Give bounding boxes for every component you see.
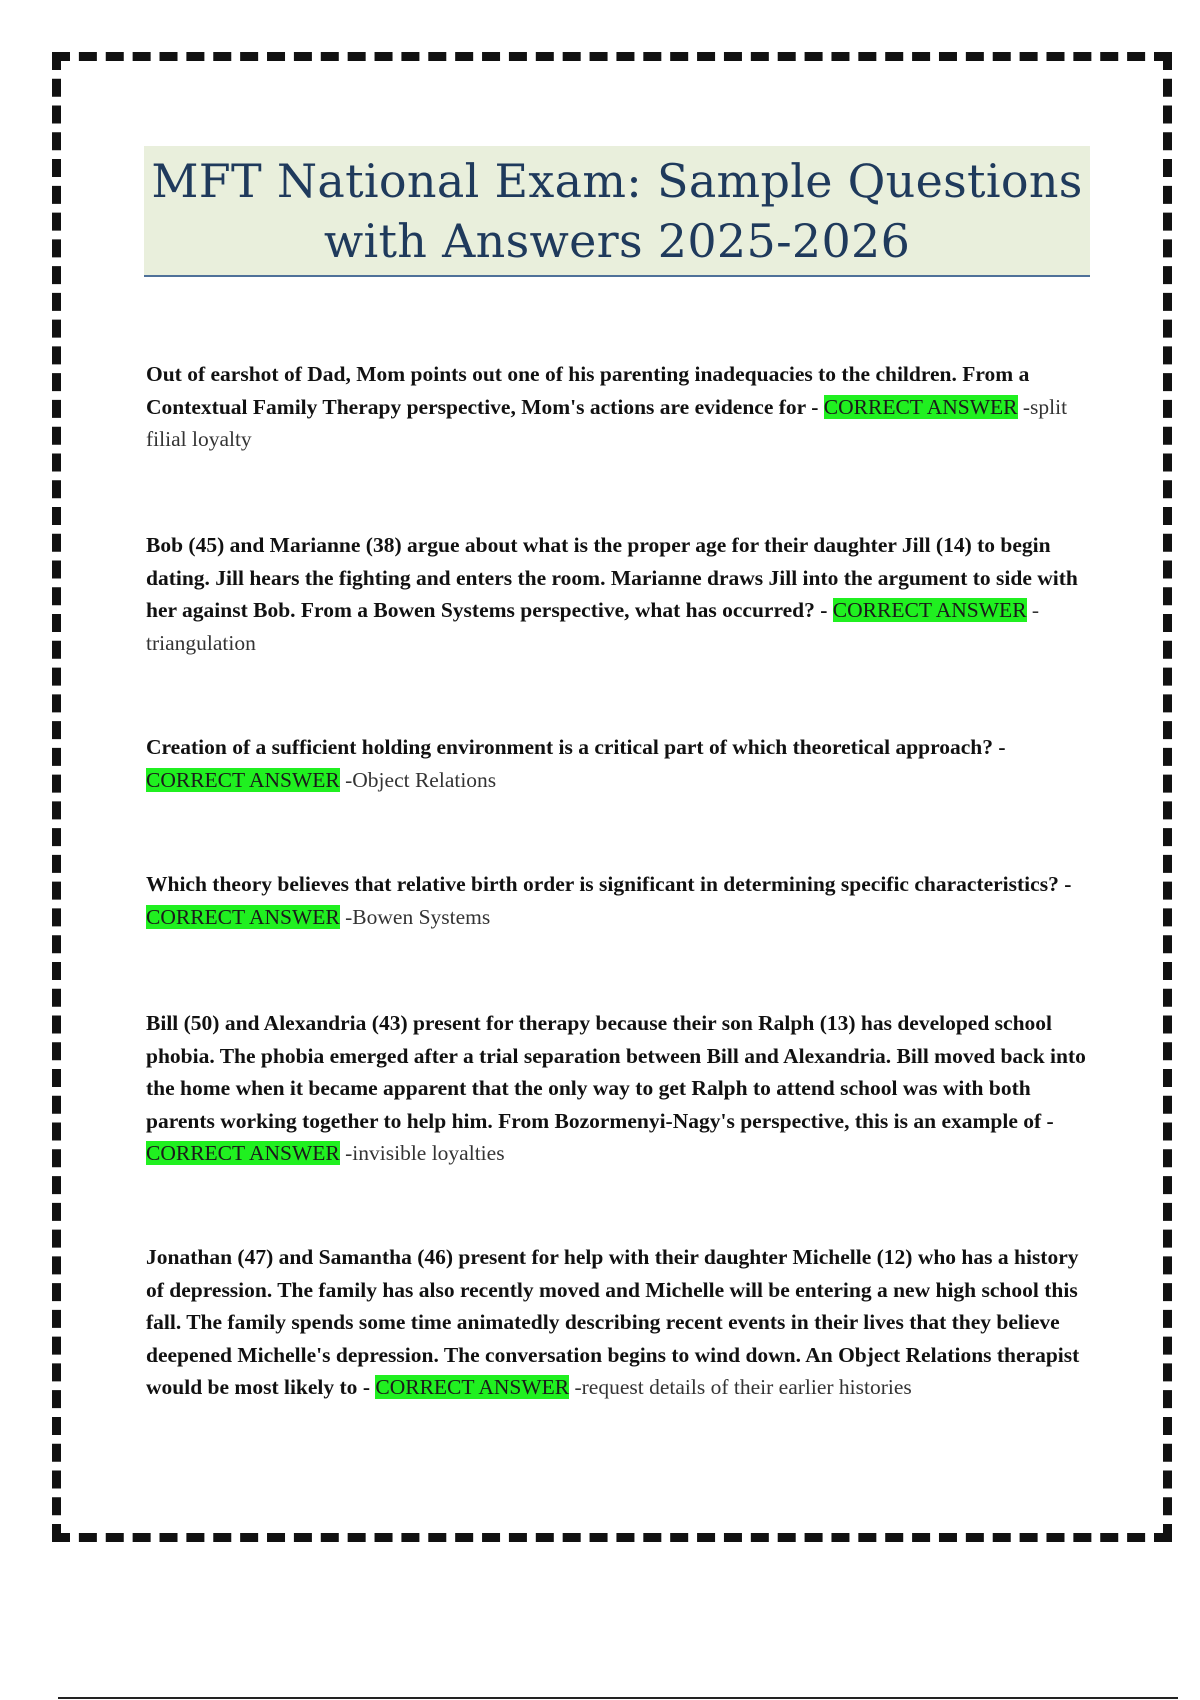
answer-text: Bowen Systems (352, 904, 491, 929)
title-banner (144, 146, 1090, 277)
correct-answer-label: CORRECT ANSWER (146, 904, 340, 929)
answer-text: invisible loyalties (352, 1141, 505, 1165)
qa-item-3: Creation of a sufficient holding environment is a critical part of which theoretical approach? - CORRECT ANSWER -Object Relations (146, 735, 1006, 792)
question-text: Out of earshot of Dad, Mom points out one of his parenting inadequacies to the children. From a Contextual Family Therapy perspective, Mom's actions are evidence for (146, 362, 1030, 419)
correct-answer-label: CORRECT ANSWER (823, 394, 1018, 419)
answer-text: triangulation (146, 630, 256, 655)
answer-text: split filial loyalty (146, 394, 1068, 451)
question-text: Bill (50) and Alexandria (43) present for therapy because their son Ralph (13) has developed school phobia. The phobia emerged after a trial separation between Bill and Alexandria. Bill moved back into the home when it became apparent that the only way to get Ralph to attend school was with both parents working together to help him. From Bozormenyi-Nagy's perspective, this is an example of (146, 1011, 1086, 1133)
correct-answer-label: CORRECT ANSWER (146, 1141, 340, 1165)
answer-text: request details of their earlier histories (581, 1375, 912, 1399)
correct-answer-label: CORRECT ANSWER (375, 1375, 570, 1399)
correct-answer-label: CORRECT ANSWER (832, 598, 1027, 622)
qa-item-6: Jonathan (47) and Samantha (46) present for help with their daughter Michelle (12) who has a history of depression. The family has also recently moved and Michelle will be entering a new high school this fall. The family spends some time animatedly describing recent events in their lives that they believe deepened Michelle's depression. The conversation begins to wind down. An Object Relations therapist would be most likely to - CORRECT ANSWER -request details of their earlier histories (146, 1245, 1080, 1399)
question-text: Jonathan (47) and Samantha (46) present for help with their daughter Michelle (12) who has a history of depression. The family has also recently moved and Michelle will be entering a new high school this fall. The family spends some time animatedly describing recent events in their lives that they believe deepened Michelle's depression. The conversation begins to wind down. An Object Relations therapist would be most likely to (146, 1245, 1080, 1399)
document-title: MFT National Exam: Sample Questions with Answers 2025-2026 (151, 153, 1083, 268)
qa-item-5: Bill (50) and Alexandria (43) present for therapy because their son Ralph (13) has developed school phobia. The phobia emerged after a trial separation between Bill and Alexandria. Bill moved back into the home when it became apparent that the only way to get Ralph to attend school was with both parents working together to help him. From Bozormenyi-Nagy's perspective, this is an example of - CORRECT ANSWER -invisible loyalties (146, 1011, 1086, 1165)
question-text: Creation of a sufficient holding environment is a critical part of which theoretical approach? (146, 735, 994, 759)
answer-text: Object Relations (352, 767, 497, 792)
question-text: Which theory believes that relative birth order is significant in determining specific characteristics? (146, 872, 1059, 896)
qa-item-2: Bob (45) and Marianne (38) argue about what is the proper age for their daughter Jill (14) to begin dating. Jill hears the fighting and enters the room. Marianne draws Jill into the argument to side with her against Bob. From a Bowen Systems perspective, what has occurred? - CORRECT ANSWER - triangulation (146, 533, 1078, 655)
qa-item-4: Which theory believes that relative birth order is significant in determining specific characteristics? - CORRECT ANSWER -Bowen Systems (146, 872, 1072, 929)
qa-item-1: Out of earshot of Dad, Mom points out one of his parenting inadequacies to the children. From a Contextual Family Therapy perspective, Mom's actions are evidence for - CORRECT ANSWER -split filial loyalty (146, 362, 1068, 451)
question-text: Bob (45) and Marianne (38) argue about what is the proper age for their daughter Jill (14) to begin dating. Jill hears the fighting and enters the room. Marianne draws Jill into the argument to side with her against Bob. From a Bowen Systems perspective, what has occurred? (146, 533, 1078, 622)
correct-answer-label: CORRECT ANSWER (146, 767, 340, 792)
footer-rule (58, 1697, 1178, 1699)
